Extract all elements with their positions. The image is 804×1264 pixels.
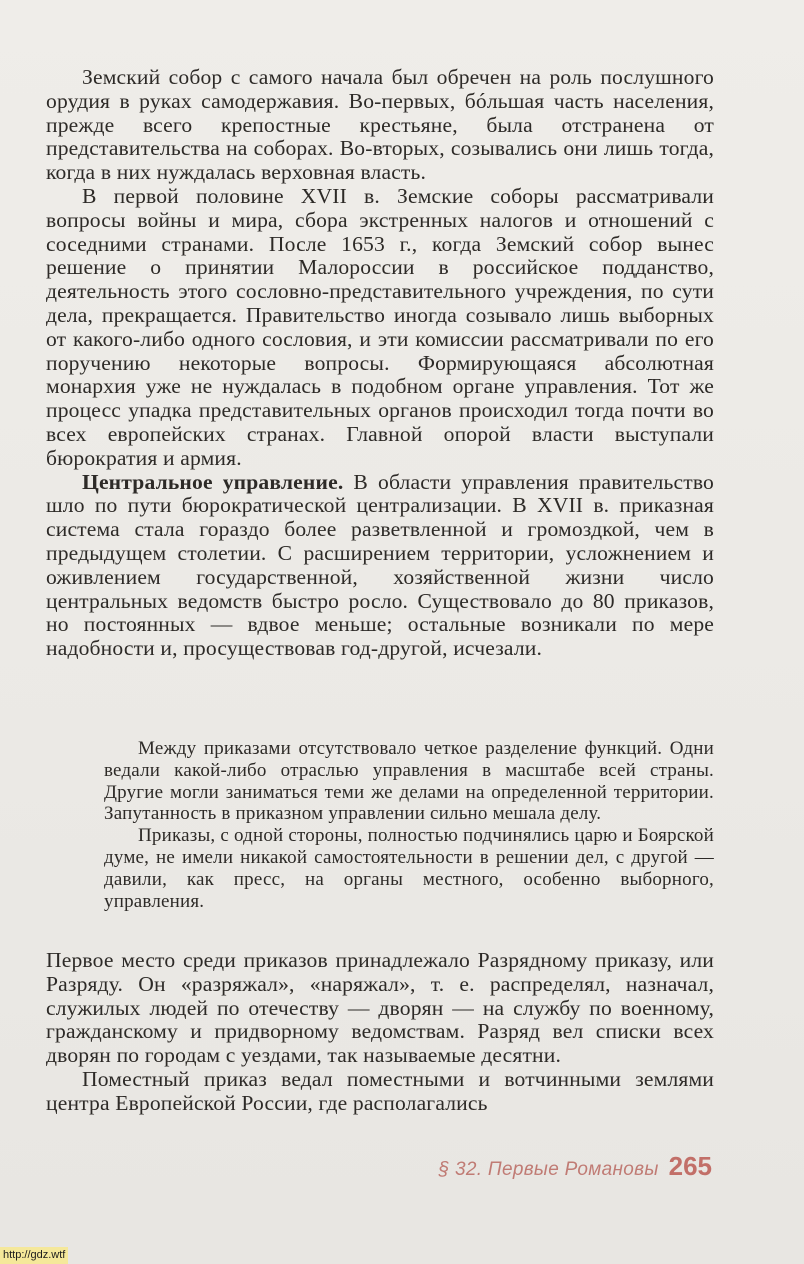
continuation-text-block (46, 949, 714, 1116)
page-number: 265 (668, 1151, 712, 1181)
paragraph-zemsky-sobor-role: Земский собор с самого начала был обречен на роль послушного орудия в руках самодержавия. Во-первых, бóльшая часть населения, прежде всего крепостные крестьяне, была отстранена от представительства на соборах. Во-вторых, созывались они лишь тогда, когда в них нуждалась верховная власть. (46, 65, 714, 185)
paragraph-central-administration-body: В области управления правительство шло по пути бюрократической централизации. В XVII в. приказная система стала гораздо более разветвленной и громоздкой, чем в предыдущем столетии. С расширением территории, усложнением и оживлением государственной, хозяйственной жизни число центральных ведомств быстро росло. Существовало до 80 приказов, но постоянных — вдвое меньше; остальные возникали по мере надобности и, просуществовав год-другой, исчезали. (46, 469, 714, 661)
page-footer (439, 1151, 712, 1182)
small-print-block (104, 738, 714, 912)
small-print-paragraph-functions: Между приказами отсутствовало четкое разделение функций. Одни ведали какой-либо отраслью управления в масштабе всей страны. Другие могли заниматься теми же делами на определенной территории. Запутанность в приказном управлении сильно мешала делу. (104, 738, 714, 825)
footer-section-title: § 32. Первые Романовы (438, 1159, 659, 1180)
section-heading-central-administration: Центральное управление. (82, 469, 344, 494)
paragraph-pomestny-prikaz: Поместный приказ ведал поместными и вотчинными землями центра Европейской России, где располагались (46, 1066, 714, 1115)
watermark-link[interactable]: http://gdz.wtf (0, 1247, 68, 1264)
main-text-block (46, 66, 714, 661)
small-print-paragraph-subordination: Приказы, с одной стороны, полностью подчинялись царю и Боярской думе, не имели никакой самостоятельности в решении дел, с другой — давили, как пресс, на органы местного, особенно выборного, управления. (104, 825, 714, 912)
paragraph-central-administration (46, 471, 714, 661)
paragraph-razryad: Первое место среди приказов принадлежало Разрядному приказу, или Разряду. Он «разряжал», «наряжал», т. е. распределял, назначал, служилых людей по отечеству — дворян — на службу по военному, гражданскому и придворному ведомствам. Разряд вел списки всех дворян по городам с уездами, так называемые десятни. (46, 948, 714, 1068)
paragraph-zemsky-sobor-17th-century: В первой половине XVII в. Земские соборы рассматривали вопросы войны и мира, сбора экстренных налогов и отношений с соседними странами. После 1653 г., когда Земский собор вынес решение о принятии Малороссии в российское подданство, деятельность этого сословно-представительного учреждения, по сути дела, прекращается. Правительство иногда созывало лишь выборных от какого-либо одного сословия, и эти комиссии рассматривали по его поручению некоторые вопросы. Формирующаяся абсолютная монархия уже не нуждалась в подобном органе управления. Тот же процесс упадка представительных органов происходил тогда почти во всех европейских странах. Главной опорой власти выступали бюрократия и армия. (46, 183, 714, 470)
